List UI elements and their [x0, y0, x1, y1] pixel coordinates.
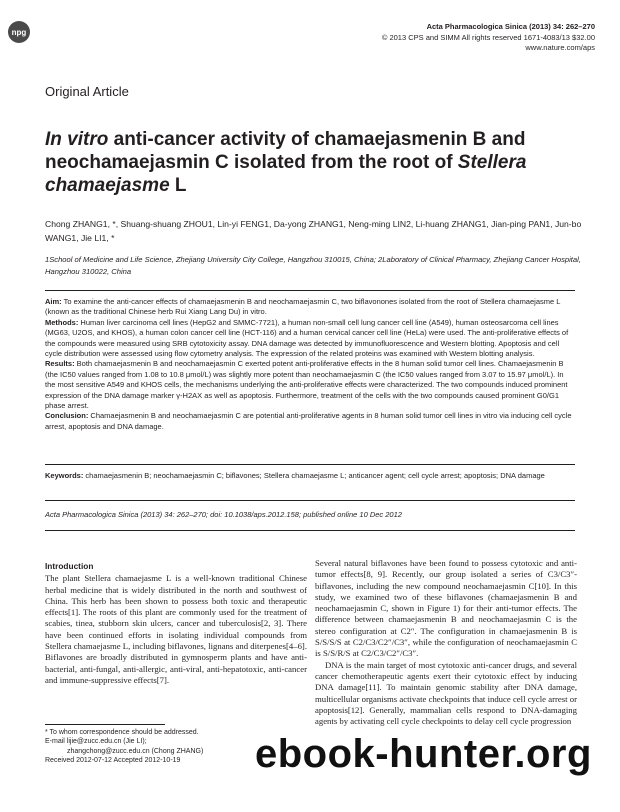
conclusion-label: Conclusion: [45, 411, 89, 421]
abstract [45, 297, 575, 432]
author-list: Chong ZHANG1, *, Shuang-shuang ZHOU1, Lin-yi FENG1, Da-yong ZHANG1, Neng-ming LIN2, Li-huang ZHANG1, Jian-ping PAN1, Jun-bo WANG1, Jie LI1, * [45, 219, 582, 243]
title-species: Stellera chamaejasme [45, 152, 527, 196]
results-text: Both chamaejasmenin B and neochamaejasmin C exerted potent anti-proliferative effects in the 8 human solid tumor cell lines. Chamaejasmenin B (the IC50 values ranged from 1.08 to 10.8 μmol/L) was slightly more potent than neochamaejasmin C (the IC50 values ranged from 3.07 to 15.97 μmol/L). In the most sensitive A549 and KHOS cells, the mechanisms underlying the anti-proliferative effects were characterized. The two compounds induced prominent expression of the DNA damage marker γ-H2AX as well as apoptosis. Furthermore, treatment of the cells with the two compounds caused prominent G0/G1 phase arrest. [45, 359, 568, 411]
citation-line [45, 510, 575, 520]
abstract-aim [45, 297, 575, 318]
right-column [315, 558, 577, 727]
introduction-heading: Introduction [45, 561, 94, 571]
title-end: L [169, 175, 187, 196]
footnote-star: * To whom correspondence should be addressed. [45, 729, 199, 736]
keywords-top-rule [45, 464, 575, 465]
citation-top-rule [45, 500, 575, 501]
results-label: Results: [45, 359, 75, 369]
keywords-text: chamaejasmenin B; neochamaejasmin C; biflavones; Stellera chamaejasme L; anticancer agent; cell cycle arrest; apoptosis; DNA damage [83, 471, 545, 480]
methods-text: Human liver carcinoma cell lines (HepG2 and SMMC-7721), a human non-small cell lung cancer cell line (A549), human osteosarcoma cell lines (MG63, U2OS, and KHOS), a human colon cancer cell line (HCT-116) and a human cervical cancer cell line (HeLa) were used. The anti-proliferative effects of the compounds were measured using SRB cytotoxicity assay. DNA damage was detected by immunofluorescence and Western blotting. Apoptosis and cell cycle distribution were assessed using flow cytometry analysis. The expression of the related proteins was examined with Western blotting analysis. [45, 317, 569, 359]
left-column [45, 561, 307, 686]
footnote-email-1[interactable]: E-mail lijie@zucc.edu.cn (Jie LI); [45, 738, 147, 746]
journal-url[interactable]: www.nature.com/aps [525, 43, 595, 52]
citation-bottom-rule [45, 530, 575, 531]
abstract-top-rule [45, 290, 575, 291]
affiliations: 1School of Medicine and Life Science, Zhejiang University City College, Hangzhou 310015, China; 2Laboratory of Clinical Pharmacy, Zhejiang Cancer Hospital, Hangzhou 310022, China [45, 255, 581, 276]
footnote-email-2[interactable]: zhangchong@zucc.edu.cn (Chong ZHANG) [67, 747, 204, 755]
abstract-methods [45, 318, 575, 360]
npg-logo: npg [8, 21, 30, 43]
conclusion-text: Chamaejasmenin B and neochamaejasmin C are potential anti-proliferative agents in 8 human solid tumor cell lines in vitro via inducing cell cycle arrest, apoptosis and DNA damage. [45, 411, 572, 431]
citation-text: Acta Pharmacologica Sinica (2013) 34: 262–270; doi: 10.1038/aps.2012.158; published online 10 Dec 2012 [45, 510, 402, 519]
aim-label: Aim: [45, 297, 62, 306]
copyright-line: © 2013 CPS and SIMM All rights reserved 1671-4083/13 $32.00 [381, 32, 595, 42]
title-italic-lead: In vitro [45, 129, 109, 150]
abstract-conclusion [45, 411, 575, 432]
watermark-text: ebook-hunter.org [255, 732, 592, 776]
methods-label: Methods: [45, 317, 79, 327]
footnote-rule [45, 724, 165, 725]
article-title [45, 128, 585, 197]
masthead [382, 22, 595, 54]
footnote-dates: Received 2012-07-12 Accepted 2012-10-19 [45, 757, 181, 765]
intro-paragraph-2: Several natural biflavones have been found to possess cytotoxic and anti-tumor effects[8, 9]. Recently, our group isolated a series of C3/C3″-biflavones, including the new compound neochamaejasmin C[10]. In this study, we examined two of these biflavones (chamaejasmenin B and neochamaejasmin C, shown in Figure 1) for their anti-tumor effects. The difference between chamaejasmenin B and neochamaejasmin C is the stereo configuration at C2″. The configuration in chamaejasmenin B is S/S/S/S at C2/C3/C2″/C3″, while the configuration of neochamaejasmin C is S/S/R/S at C2/C3/C2″/C3″. [315, 558, 577, 659]
intro-paragraph-3: DNA is the main target of most cytotoxic anti-cancer drugs, and several cancer chemotherapeutic agents exert their cytotoxic effect by inducing DNA damage[11]. To maintain genomic stability after DNA damage, multicellular organisms activate checkpoints that induce cell cycle arrest or apoptosis[12]. Generally, mammalian cells respond to DNA-damaging agents by activating cell cycle checkpoints to delay cell cycle progression [315, 659, 577, 727]
keywords-label: Keywords: [45, 471, 84, 480]
abstract-results [45, 359, 575, 411]
intro-paragraph-1: The plant Stellera chamaejasme L is a well-known traditional Chinese herbal medicine that is widely distributed in the north and southwest of China. This herb has been shown to possess both toxic and therapeutic effects[1]. The roots of this plant are commonly used for the treatment of scabies, tinea, stubborn skin ulcers, cancer and tuberculosis[2, 3]. There have been continued efforts in isolating individual compounds from Stellera chamaejasme L, including biflavones, lignans and diterpenes[4–6]. Biflavones are broadly distributed in gymnosperm plants and have anti-bacterial, anti-fungal, anti-allergic, anti-viral, anti-hepatotoxic, anti-cancer and immune-suppressive effects[7]. [45, 573, 307, 685]
title-main: anti-cancer activity of chamaejasmenin B and neochamaejasmin C isolated from the root of [45, 129, 526, 173]
section-label: Original Article [45, 84, 129, 99]
journal-line: Acta Pharmacologica Sinica (2013) 34: 262–270 [426, 22, 595, 31]
aim-text: To examine the anti-cancer effects of chamaejasmenin B and neochamaejasmin C, two biflavonones isolated from the root of Stellera chamaejasme L (known as the traditional Chinese herb Rui Xiang Lang Du) in vitro. [45, 297, 561, 317]
keywords [45, 471, 575, 481]
